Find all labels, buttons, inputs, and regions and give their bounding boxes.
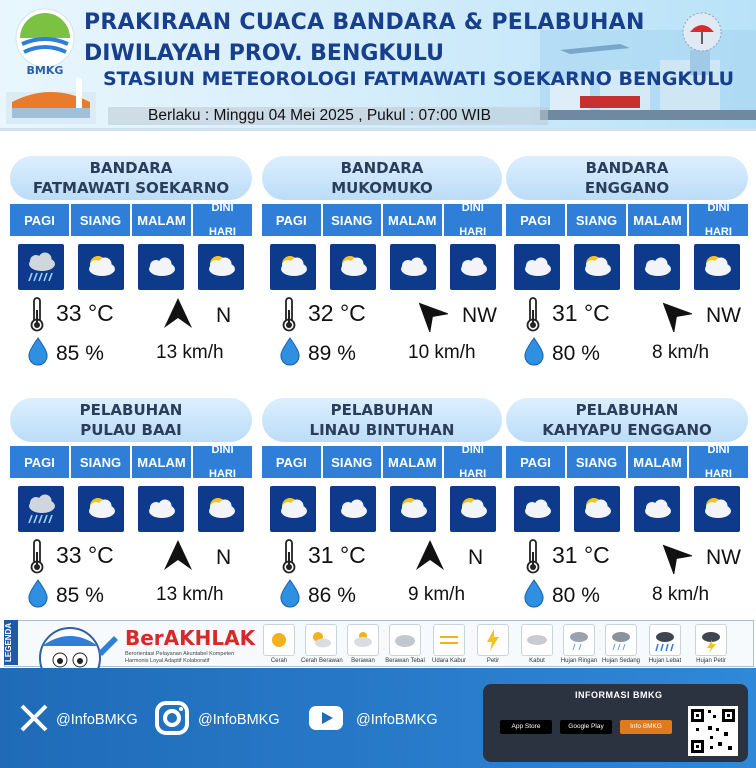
tab-siang[interactable]: SIANG (323, 204, 384, 236)
tab-dini-hari[interactable] (689, 446, 748, 478)
humidity-value: 85 % (56, 342, 104, 365)
cloudy-icon (138, 244, 184, 290)
partly-cloudy-icon (450, 486, 496, 532)
sun-icon (263, 624, 295, 656)
cloudy-icon (514, 244, 560, 290)
partly-cloudy-icon (78, 244, 124, 290)
location-type: PELABUHAN (330, 401, 434, 419)
location-name: KAHYAPU ENGGANO (542, 421, 712, 439)
legend-item (301, 624, 341, 664)
period-tabs (10, 204, 252, 236)
legend-label: Hujan Ringan (560, 658, 598, 664)
legend-label: Hujan Sedang (601, 658, 641, 664)
tab-dini-label: DINI (707, 202, 730, 214)
thermometer-icon (280, 538, 298, 574)
location-type: PELABUHAN (575, 401, 679, 419)
legend-label: Berawan Tebal (385, 658, 425, 664)
tab-pagi[interactable]: PAGI (506, 204, 567, 236)
tab-pagi[interactable]: PAGI (506, 446, 567, 478)
location-title (506, 398, 748, 442)
location-title (262, 156, 502, 200)
legend-item (691, 624, 731, 664)
location-name: LINAU BINTUHAN (309, 421, 455, 439)
legend-label: Petir (486, 658, 500, 664)
cloudy-icon (330, 486, 376, 532)
cloudy-icon (450, 244, 496, 290)
period-tabs (506, 204, 748, 236)
wind-speed-value: 8 km/h (652, 584, 710, 605)
temperature-value: 32 °C (308, 300, 366, 326)
location-name: MUKOMUKO (331, 179, 433, 197)
umbrella-icon (682, 12, 722, 52)
moderate-rain-icon (605, 624, 637, 656)
info-bmkg-title: INFORMASI BMKG (575, 690, 663, 700)
humidity-drop-icon (26, 578, 50, 608)
legend-label: Cerah (270, 658, 288, 664)
wind-direction-text: N (468, 546, 484, 569)
tab-dini-label: DINI (211, 202, 234, 214)
bmkg-logo-text: BMKG (26, 64, 64, 77)
wind-direction-text: N (216, 304, 232, 327)
temperature-value: 31 °C (308, 542, 366, 568)
cloud-icon (347, 624, 379, 656)
tab-dini-hari[interactable] (193, 446, 252, 478)
info-bmkg-app-badge[interactable]: Info BMKG (620, 720, 672, 734)
legend-label: Udara Kabur (431, 658, 467, 664)
legend-item (473, 624, 513, 664)
wind-direction-arrow-icon (160, 296, 196, 332)
location-name: ENGGANO (584, 179, 670, 197)
berakhlak-tagline: Berorientasi Pelayanan Akuntabel Kompeten Harmonis Loyal Adaptif Kolaboratif (125, 651, 235, 664)
sun-cloud-icon (305, 624, 337, 656)
temperature-value: 33 °C (56, 300, 114, 326)
partly-cloudy-icon (270, 244, 316, 290)
tab-dini-hari[interactable] (689, 204, 748, 236)
youtube-handle[interactable]: @InfoBMKG (356, 712, 438, 728)
location-type: BANDARA (585, 159, 669, 177)
legend-side-label: LEGENDA (4, 620, 18, 665)
humidity-value: 86 % (308, 584, 356, 607)
legend-item (517, 624, 557, 664)
wind-speed-value: 10 km/h (408, 342, 476, 363)
location-name: PULAU BAAI (80, 421, 182, 439)
wind-speed-value: 13 km/h (156, 584, 224, 605)
tab-pagi[interactable]: PAGI (262, 204, 323, 236)
tab-malam[interactable]: MALAM (132, 446, 193, 478)
tab-dini-label: DINI (461, 444, 484, 456)
tab-hari-label: HARI (459, 226, 487, 238)
google-play-badge[interactable]: Google Play (560, 720, 612, 734)
tab-siang[interactable]: SIANG (323, 446, 384, 478)
tab-hari-label: HARI (705, 226, 732, 238)
tab-siang[interactable]: SIANG (567, 446, 628, 478)
thermometer-icon (524, 296, 542, 332)
fog-icon (521, 624, 553, 656)
location-title (506, 156, 748, 200)
legend-label: Hujan Petir (696, 658, 726, 664)
tab-hari-label: HARI (459, 468, 487, 480)
qr-code[interactable] (688, 706, 738, 756)
humidity-drop-icon (278, 336, 302, 366)
tab-dini-hari[interactable] (444, 204, 503, 236)
location-title (262, 398, 502, 442)
thermometer-icon (524, 538, 542, 574)
lightning-icon (477, 624, 509, 656)
partly-cloudy-icon (390, 486, 436, 532)
berakhlak-logo: BerAKHLAK (125, 626, 256, 650)
validity-text: Berlaku : Minggu 04 Mei 2025 , Pukul : 07:00 WIB (148, 107, 491, 124)
legend-label: Berawan (351, 658, 375, 664)
legend-item (645, 624, 685, 664)
tab-dini-hari[interactable] (444, 446, 503, 478)
tab-malam[interactable]: MALAM (628, 446, 689, 478)
wind-direction-text: NW (706, 546, 741, 569)
wind-direction-arrow-icon (412, 296, 448, 332)
wind-direction-arrow-icon (656, 538, 692, 574)
instagram-icon[interactable] (152, 698, 192, 738)
cloudy-icon (634, 486, 680, 532)
temperature-value: 31 °C (552, 300, 610, 326)
tab-malam[interactable]: MALAM (383, 204, 444, 236)
temperature-value: 31 °C (552, 542, 610, 568)
partly-cloudy-icon (198, 486, 244, 532)
light-rain-icon (563, 624, 595, 656)
tab-pagi[interactable]: PAGI (262, 446, 323, 478)
legend-label: Hujan Lebat (648, 658, 682, 664)
tab-hari-label: HARI (705, 468, 732, 480)
cloudy-icon (634, 244, 680, 290)
wind-direction-text: NW (706, 304, 741, 327)
heavy-rain-icon (649, 624, 681, 656)
tab-dini-label: DINI (461, 202, 484, 214)
legend-item (429, 624, 469, 664)
partly-cloudy-icon (694, 244, 740, 290)
partly-cloudy-icon (78, 486, 124, 532)
temperature-value: 33 °C (56, 542, 114, 568)
rain-cloud-icon (18, 244, 64, 290)
legend-label: Cerah Berawan (301, 658, 343, 664)
tab-pagi[interactable]: PAGI (10, 446, 71, 478)
tab-hari-label: HARI (209, 468, 236, 480)
period-tabs (506, 446, 748, 478)
period-tabs (262, 204, 502, 236)
partly-cloudy-icon (574, 486, 620, 532)
wind-direction-arrow-icon (656, 296, 692, 332)
header-banner (0, 0, 756, 131)
wind-direction-text: N (216, 546, 232, 569)
legend-item (385, 624, 425, 664)
location-type: PELABUHAN (79, 401, 183, 419)
tab-siang[interactable]: SIANG (71, 446, 132, 478)
header-subtitle: DIWILAYAH PROV. BENGKULU (84, 41, 445, 66)
wind-speed-value: 13 km/h (156, 342, 224, 363)
tab-malam[interactable]: MALAM (132, 204, 193, 236)
period-tabs (262, 446, 502, 478)
haze-icon (433, 624, 465, 656)
rain-cloud-icon (18, 486, 64, 532)
x-logo-icon[interactable] (14, 698, 54, 738)
legend-item (601, 624, 641, 664)
wind-direction-text: NW (462, 304, 497, 327)
tab-siang[interactable]: SIANG (567, 204, 628, 236)
app-store-badge[interactable]: App Store (500, 720, 552, 734)
thermometer-icon (28, 538, 46, 574)
cloudy-icon (514, 486, 560, 532)
legend-label: Kabut (529, 658, 545, 664)
tab-siang[interactable]: SIANG (71, 204, 132, 236)
partly-cloudy-icon (694, 486, 740, 532)
humidity-value: 80 % (552, 584, 600, 607)
location-type: BANDARA (89, 159, 173, 177)
humidity-value: 80 % (552, 342, 600, 365)
humidity-value: 85 % (56, 584, 104, 607)
header-title: PRAKIRAAN CUACA BANDARA & PELABUHAN (84, 10, 645, 35)
humidity-drop-icon (522, 336, 546, 366)
tab-hari-label: HARI (209, 226, 236, 238)
thunderstorm-icon (695, 624, 727, 656)
partly-cloudy-icon (198, 244, 244, 290)
location-title (10, 398, 252, 442)
partly-cloudy-icon (270, 486, 316, 532)
humidity-drop-icon (278, 578, 302, 608)
instagram-handle[interactable]: @InfoBMKG (198, 712, 280, 728)
youtube-icon[interactable] (306, 698, 346, 738)
humidity-drop-icon (26, 336, 50, 366)
location-name: FATMAWATI SOEKARNO (32, 179, 230, 197)
tab-malam[interactable]: MALAM (628, 204, 689, 236)
tab-dini-hari[interactable] (193, 204, 252, 236)
tab-pagi[interactable]: PAGI (10, 204, 71, 236)
thermometer-icon (280, 296, 298, 332)
thick-cloud-icon (389, 624, 421, 656)
humidity-value: 89 % (308, 342, 356, 365)
wind-speed-value: 8 km/h (652, 342, 710, 363)
wind-speed-value: 9 km/h (408, 584, 466, 605)
period-tabs (10, 446, 252, 478)
location-title (10, 156, 252, 200)
wind-direction-arrow-icon (412, 538, 448, 574)
humidity-drop-icon (522, 578, 546, 608)
location-type: BANDARA (340, 159, 424, 177)
x-handle[interactable]: @InfoBMKG (56, 712, 138, 728)
cloudy-icon (390, 244, 436, 290)
cloudy-icon (138, 486, 184, 532)
thermometer-icon (28, 296, 46, 332)
legend-item (343, 624, 383, 664)
wind-direction-arrow-icon (160, 538, 196, 574)
partly-cloudy-icon (330, 244, 376, 290)
tab-dini-label: DINI (707, 444, 730, 456)
tab-dini-label: DINI (211, 444, 234, 456)
tab-malam[interactable]: MALAM (383, 446, 444, 478)
legend-item (559, 624, 599, 664)
airport-illustration (6, 72, 96, 124)
station-name: STASIUN METEOROLOGI FATMAWATI SOEKARNO BENGKULU (103, 68, 735, 90)
partly-cloudy-icon (574, 244, 620, 290)
legend-item (259, 624, 299, 664)
